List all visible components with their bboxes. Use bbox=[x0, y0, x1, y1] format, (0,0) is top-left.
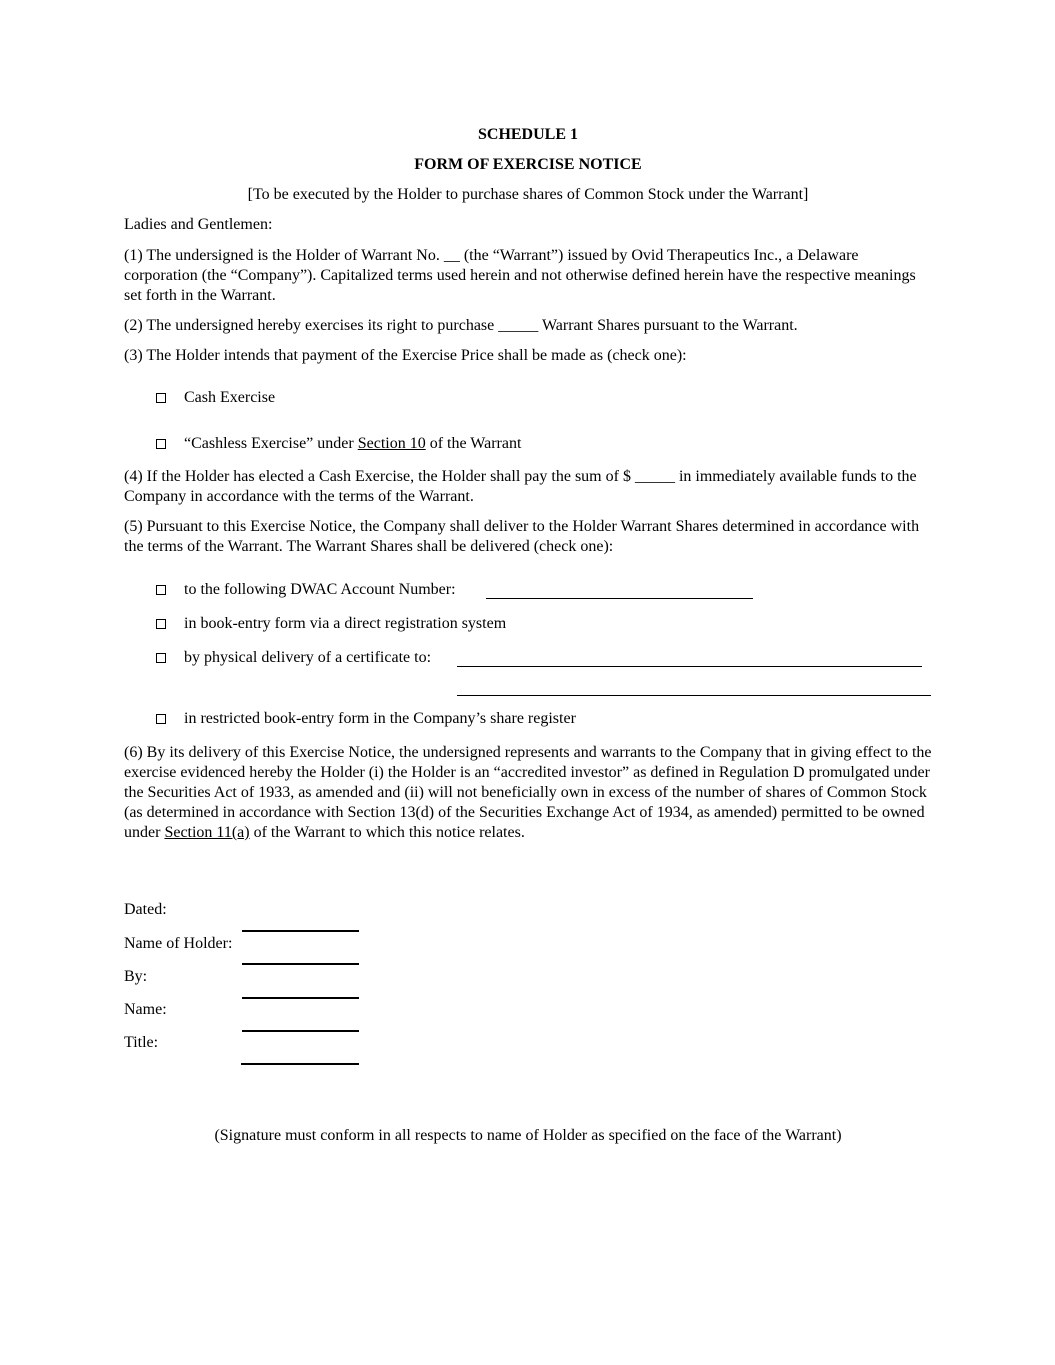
checkbox-icon[interactable] bbox=[156, 585, 166, 595]
name-label: Name: bbox=[124, 1001, 167, 1018]
option-label: in book-entry form via a direct registration system bbox=[184, 615, 507, 632]
paragraph-2: (2) The undersigned hereby exercises its right to purchase _____ Warrant Shares pursuant to the Warrant. bbox=[124, 317, 798, 334]
paragraph-6-suffix: of the Warrant to which this notice relates. bbox=[249, 824, 525, 841]
by-signature-line[interactable] bbox=[242, 997, 359, 999]
option-physical-delivery[interactable] bbox=[156, 648, 431, 668]
checkbox-icon[interactable] bbox=[156, 714, 166, 724]
paragraph-6 bbox=[124, 743, 932, 843]
certificate-address-line-1[interactable] bbox=[457, 666, 922, 667]
checkbox-icon[interactable] bbox=[156, 619, 166, 629]
dwac-account-line[interactable] bbox=[486, 598, 753, 599]
option-label: to the following DWAC Account Number: bbox=[184, 581, 456, 598]
paragraph-6-text: (6) By its delivery of this Exercise Notice, the undersigned represents and warrants to the Company that in giving effect to the exercise evidenced hereby the Holder (i) the Holder is an “accredited investor” as defined in Regulation D promulgated under the Securities Act of 1933, as amended and (ii) will not beneficially own in excess of the number of shares of Common Stock (as determined in accordance with Section 13(d) of the Securities Exchange Act of 1934, as amended) permitted to be owned under bbox=[124, 744, 932, 841]
name-of-holder-label: Name of Holder: bbox=[124, 935, 233, 952]
option-label: by physical delivery of a certificate to: bbox=[184, 649, 432, 666]
option-dwac-account[interactable] bbox=[156, 580, 456, 600]
section-11a-reference: Section 11(a) bbox=[164, 824, 250, 841]
name-line[interactable] bbox=[242, 1030, 359, 1032]
paragraph-4: (4) If the Holder has elected a Cash Exercise, the Holder shall pay the sum of $ _____ in immediately available funds to the Company in accordance with the terms of the Warrant. bbox=[124, 468, 917, 505]
option-restricted-book-entry[interactable] bbox=[156, 709, 576, 729]
paragraph-5: (5) Pursuant to this Exercise Notice, the Company shall deliver to the Holder Warrant Shares determined in accordance with the terms of the Warrant. The Warrant Shares shall be delivered (check one): bbox=[124, 518, 920, 555]
dated-label: Dated: bbox=[124, 901, 167, 918]
schedule-heading: SCHEDULE 1 bbox=[477, 126, 579, 143]
section-10-reference: Section 10 bbox=[357, 435, 426, 452]
by-label: By: bbox=[124, 968, 148, 985]
form-title: FORM OF EXERCISE NOTICE bbox=[414, 156, 642, 173]
title-label: Title: bbox=[124, 1034, 159, 1051]
name-of-holder-line[interactable] bbox=[242, 963, 359, 965]
option-label: in restricted book-entry form in the Company’s share register bbox=[184, 710, 576, 727]
option-cashless-exercise[interactable] bbox=[156, 434, 521, 454]
form-subtitle: [To be executed by the Holder to purchase shares of Common Stock under the Warrant] bbox=[247, 186, 809, 203]
salutation: Ladies and Gentlemen: bbox=[124, 216, 273, 233]
option-book-entry[interactable] bbox=[156, 614, 506, 634]
signature-note: (Signature must conform in all respects to name of Holder as specified on the face of the Warrant) bbox=[214, 1127, 842, 1144]
checkbox-icon[interactable] bbox=[156, 439, 166, 449]
option-label: Cash Exercise bbox=[184, 389, 276, 406]
certificate-address-line-2[interactable] bbox=[457, 695, 931, 696]
paragraph-3: (3) The Holder intends that payment of the Exercise Price shall be made as (check one): bbox=[124, 347, 687, 364]
option-cash-exercise[interactable] bbox=[156, 388, 275, 408]
title-line[interactable] bbox=[241, 1063, 359, 1065]
checkbox-icon[interactable] bbox=[156, 653, 166, 663]
option-label-prefix: “Cashless Exercise” under bbox=[184, 435, 358, 452]
checkbox-icon[interactable] bbox=[156, 393, 166, 403]
paragraph-1: (1) The undersigned is the Holder of Warrant No. __ (the “Warrant”) issued by Ovid Therapeutics Inc., a Delaware corporation (the “Company”). Capitalized terms used herein and not otherwise defined herein have the respective meanings set forth in the Warrant. bbox=[124, 247, 916, 304]
dated-line[interactable] bbox=[242, 930, 359, 932]
option-label-suffix: of the Warrant bbox=[425, 435, 522, 452]
